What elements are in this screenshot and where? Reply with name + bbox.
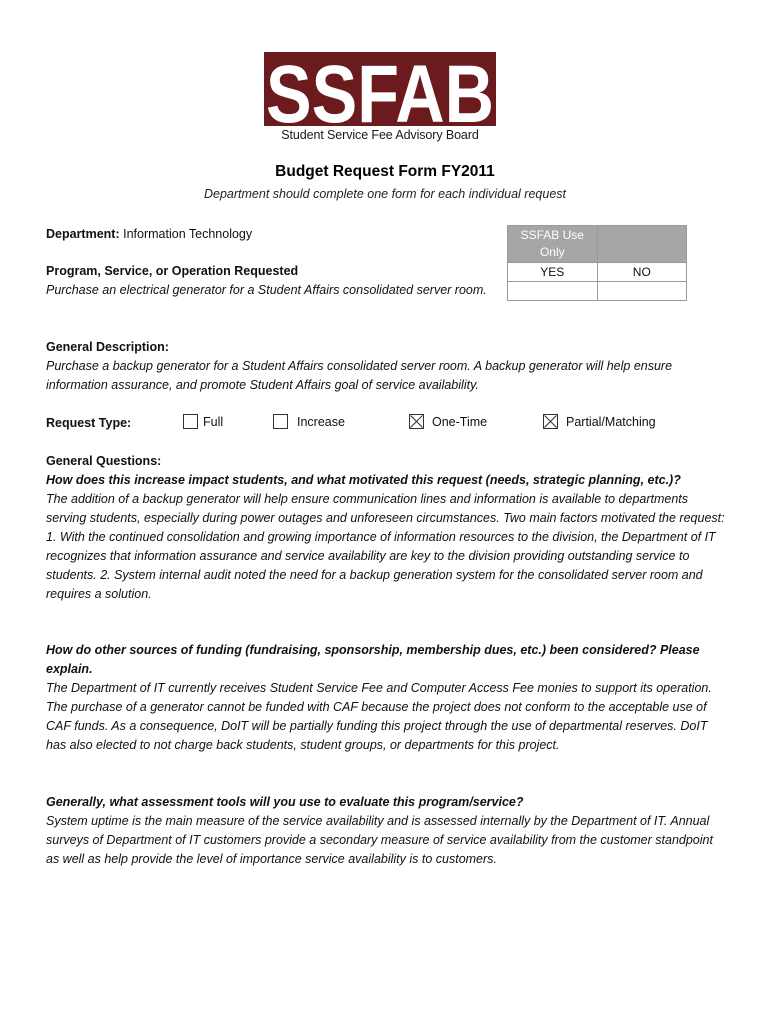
question-2: How do other sources of funding (fundraising, sponsorship, membership dues, etc.) been considered? Please explain. [46,643,700,676]
form-subtitle: Department should complete one form for each individual request [203,187,566,201]
general-description-section [46,338,726,395]
form-title: Budget Request Form FY2011 [275,163,495,180]
general-description-value: Purchase a backup generator for a Student Affairs consolidated server room. A backup generator will help ensure information assurance, and promote Student Affairs goal of service availability. [46,359,673,392]
question-3: Generally, what assessment tools will you use to evaluate this program/service? [46,795,524,809]
question-1: How does this increase impact students, and what motivated this request (needs, strategic planning, etc.)? [46,473,681,487]
answer-3: System uptime is the main measure of the service availability and is assessed internally by the Department of IT. Annual surveys of Department of IT customers provide a secondary measure of service availability from the customer standpoint as well as help provide the level of importance service availability is to customers. [46,814,713,866]
general-description-label: General Description: [46,340,169,354]
partial-matching-checkbox[interactable] [543,414,558,429]
no-cell[interactable] [597,282,686,301]
program-label: Program, Service, or Operation Requested [46,264,299,278]
increase-option-label: Increase [297,415,345,429]
general-questions-label: General Questions: [46,454,162,468]
logo-text: SSFAB [266,50,494,140]
answer-2: The Department of IT currently receives Student Service Fee and Computer Access Fee monies to support its operation. The purchase of a generator cannot be funded with CAF because the project does not conform to the acceptable use of CAF funds. As a consequence, DoIT will be partially funding this project through the use of departmental reserves. DoIT has also elected to not charge back students, student groups, or departments for this project. [46,681,712,752]
yes-cell[interactable] [508,282,598,301]
full-checkbox[interactable] [183,414,198,429]
partial-matching-option-label: Partial/Matching [566,415,656,429]
full-option-label: Full [203,415,224,429]
no-column-label: NO [597,263,686,282]
one-time-option-label: One-Time [432,415,488,429]
department-row [46,225,252,244]
yes-column-label: YES [508,263,598,282]
department-label: Department: [46,227,120,241]
request-type-options [0,414,770,434]
program-section [46,262,496,300]
assessment-section [46,793,726,869]
one-time-checkbox[interactable] [409,414,424,429]
program-value: Purchase an electrical generator for a Student Affairs consolidated server room. [46,283,487,297]
department-value: Information Technology [123,227,253,241]
answer-1: The addition of a backup generator will help ensure communication lines and information is available to departments serving students, especially during power outages and unforeseen circumstances. Two main factors motivated the request: 1. With the continued consolidation and growing importance of information resources to the division, the Department of IT recognizes that information assurance and service availability are key to the division providing outstanding service to students. 2. System internal audit noted the need for a backup generation system for the consolidated server room and requires a solution. [46,492,725,601]
ssfab-use-header: SSFAB Use Only [508,226,598,263]
increase-checkbox[interactable] [273,414,288,429]
funding-section [46,641,726,755]
ssfab-use-table [507,225,687,301]
request-type-label: Request Type: [46,416,132,430]
general-questions-section [46,452,726,604]
ssfab-use-header-blank [597,226,686,263]
logo-subtitle: Student Service Fee Advisory Board [281,128,479,142]
